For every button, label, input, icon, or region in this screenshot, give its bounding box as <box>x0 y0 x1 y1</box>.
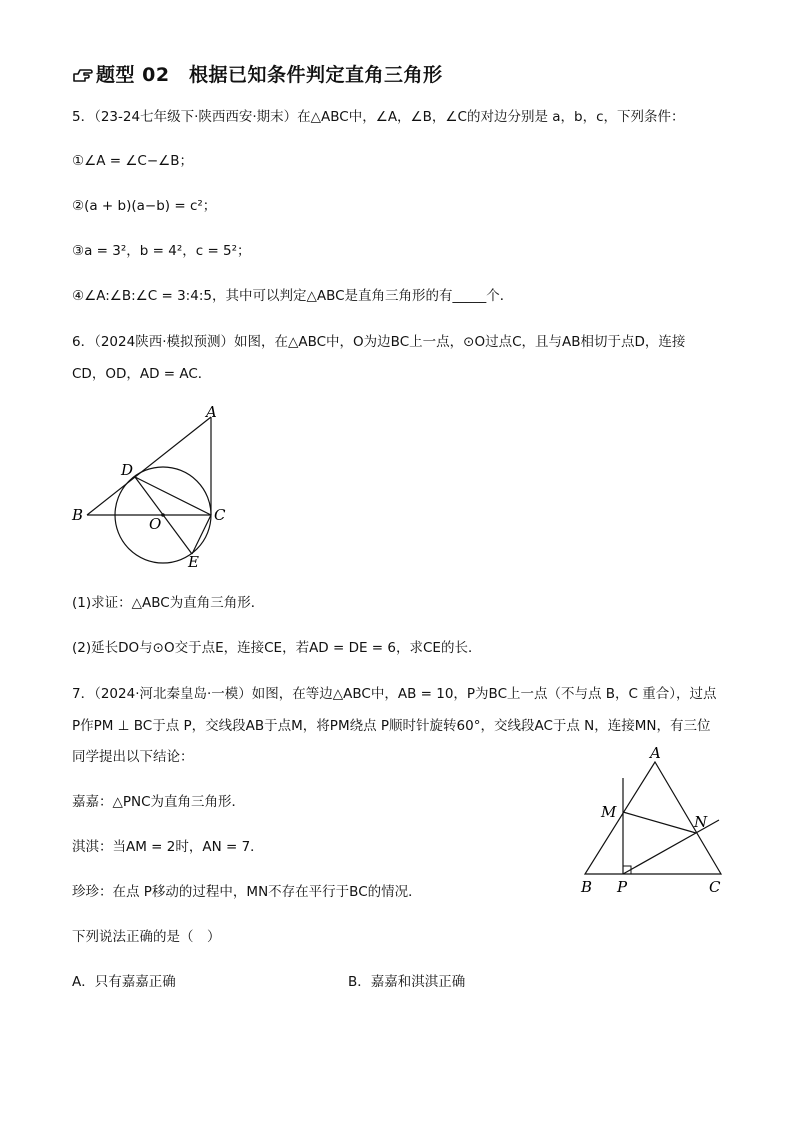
q7-statement-qiqi: 淇淇：当AM = 2时，AN = 7． <box>72 839 264 855</box>
q7-label-p: P <box>617 878 628 896</box>
q7-label-n: N <box>694 813 708 831</box>
q6-label-d: D <box>121 461 134 479</box>
q7-label-a: A <box>650 744 661 762</box>
q6-label-e: E <box>188 553 199 571</box>
pointing-hand-icon <box>72 65 94 83</box>
q7-stem-line2: P作PM ⊥ BC于点 P，交线段AB于点M，将PM绕点 P顺时针旋转60°，交线段AC于点 N，连接MN，有三位 <box>72 718 711 734</box>
section-title-text: 题型 02 根据已知条件判定直角三角形 <box>96 64 443 86</box>
q5-condition-2: ②(a + b)(a−b) = c²； <box>72 198 217 214</box>
q7-option-b: B．嘉嘉和淇淇正确 <box>348 974 466 990</box>
q5-condition-3: ③a = 3²，b = 4²，c = 5²； <box>72 243 251 259</box>
q6-label-b: B <box>72 506 84 524</box>
q7-stem-line1: 7．（2024·河北秦皇岛·一模）如图，在等边△ABC中，AB = 10，P为BC上一点（不与点 B，C 重合），过点 <box>72 686 717 702</box>
q7-option-a: A．只有嘉嘉正确 <box>72 974 176 990</box>
q6-label-c: C <box>214 506 226 524</box>
q6-center-dot <box>161 513 165 517</box>
q6-label-o: O <box>149 515 162 533</box>
q5-condition-4: ④∠A:∠B:∠C = 3:4:5，其中可以判定△ABC是直角三角形的有_____个． <box>72 288 514 304</box>
q6-segment-cd <box>135 477 211 515</box>
q7-label-b: B <box>581 878 593 896</box>
q7-figure <box>575 740 735 900</box>
section-title <box>72 60 443 87</box>
q6-part2: (2)延长DO与⊙O交于点E，连接CE，若AD = DE = 6，求CE的长． <box>72 640 482 656</box>
q5-stem: 5．（23-24七年级下·陕西西安·期末）在△ABC中，∠A，∠B，∠C的对边分别是 a，b，c，下列条件： <box>72 109 685 125</box>
q6-stem-line1: 6．（2024陕西·模拟预测）如图，在△ABC中，O为边BC上一点，⊙O过点C，且与AB相切于点D，连接 <box>72 334 686 350</box>
q5-condition-1: ①∠A = ∠C−∠B； <box>72 153 194 169</box>
q6-segment-ab <box>87 417 211 515</box>
q7-label-m: M <box>601 803 617 821</box>
q7-statement-jiajia: 嘉嘉：△PNC为直角三角形． <box>72 794 246 810</box>
q7-segment-mn <box>623 812 696 833</box>
q6-segment-ce <box>192 515 211 554</box>
q7-stem-line3: 同学提出以下结论： <box>72 749 194 765</box>
q7-question: 下列说法正确的是（ ） <box>72 929 221 945</box>
q7-label-c: C <box>709 878 721 896</box>
q6-figure <box>60 395 240 575</box>
q7-statement-zhenzhen: 珍珍：在点 P移动的过程中，MN不存在平行于BC的情况． <box>72 884 422 900</box>
q6-label-a: A <box>206 403 217 421</box>
q6-stem-line2: CD，OD，AD = AC． <box>72 366 212 382</box>
q6-part1: (1)求证：△ABC为直角三角形． <box>72 595 265 611</box>
